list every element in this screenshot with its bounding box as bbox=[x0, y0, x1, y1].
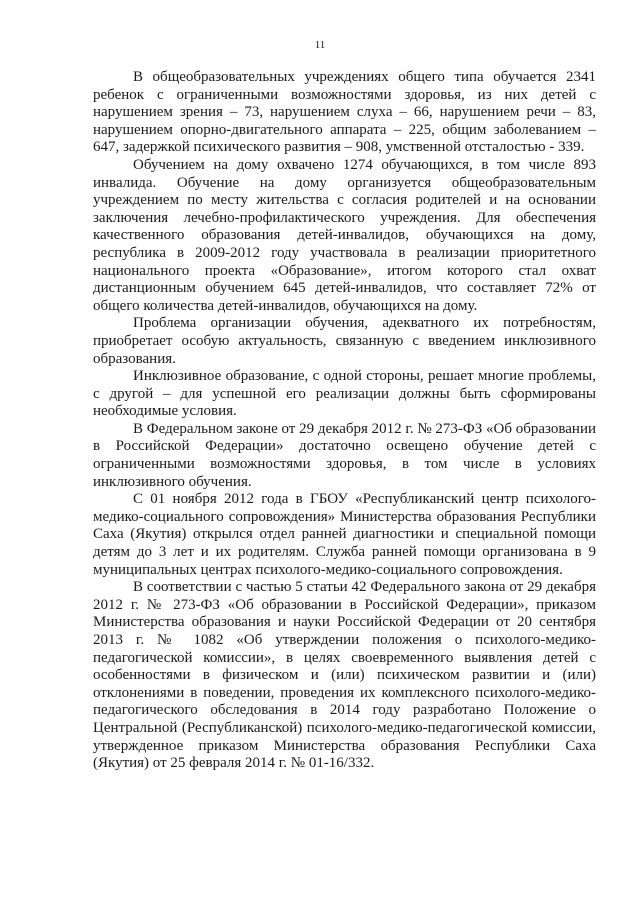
paragraph-inclusive-problem: Проблема организации обучения, адекватного их потребностям, приобретает особую актуальность, связанную с введением инклюзивного образования. bbox=[93, 315, 596, 367]
paragraph-home-schooling: Обучением на дому охвачено 1274 обучающихся, в том числе 893 инвалида. Обучение на дому организуется общеобразовательным учреждением по месту жительства с согласия родителей и на основании заключения лечебно-профилактического учреждения. Для обеспечения качественного образования детей-инвалидов, обучающихся на дому, республика в 2009-2012 году участвовала в реализации приоритетного национального проекта «Образование», итогом которого стал охват дистанционным обучением 645 детей-инвалидов, что составляет 72% от общего количества детей-инвалидов, обучающихся на дому. bbox=[93, 156, 596, 314]
paragraph-inclusive-education: Инклюзивное образование, с одной стороны, решает многие проблемы, с другой – для успешной его реализации должны быть сформированы необходимые условия. bbox=[93, 368, 596, 420]
page-number: 11 bbox=[314, 39, 326, 51]
paragraph-pmpk-regulation: В соответствии с частью 5 статьи 42 Федерального закона от 29 декабря 2012 г. № 273-ФЗ «Об образовании в Российской Федерации», приказом Министерства образования и науки Российской Федерации от 20 сентября 2013 г. № 1082 «Об утверждении положения о психолого-медико-педагогической комиссии», в целях своевременного выявления детей с особенностями в физическом и (или) психическом развитии и (или) отклонениями в поведении, проведения их комплексного психолого-медико-педагогического обследования в 2014 году разработано Положение о Центральной (Республиканской) психолого-медико-педагогической комиссии, утвержденное приказом Министерства образования Республики Саха (Якутия) от 25 февраля 2014 г. № 01-16/332. bbox=[93, 579, 596, 772]
paragraph-early-help-service: С 01 ноября 2012 года в ГБОУ «Республиканский центр психолого-медико-социального сопровождения» Министерства образования Республики Саха (Якутия) открылся отдел ранней диагностики и специальной помощи детям до 3 лет и их родителям. Служба ранней помощи организована в 9 муниципальных центрах психолого-медико-социального сопровождения. bbox=[93, 491, 596, 578]
paragraph-federal-law: В Федеральном законе от 29 декабря 2012 г. № 273-ФЗ «Об образовании в Российской Федерации» достаточно освещено обучение детей с ограниченными возможностями здоровья, в том числе в условиях инклюзивного обучения. bbox=[93, 420, 596, 490]
paragraph-students-disabilities: В общеобразовательных учреждениях общего типа обучается 2341 ребенок с ограниченными возможностями здоровья, из них детей с нарушением зрения – 73, нарушением слуха – 66, нарушением речи – 83, нарушением опорно-двигательного аппарата – 225, общим заболеванием – 647, задержкой психического развития – 908, умственной отсталостью - 339. bbox=[93, 69, 596, 156]
body-text bbox=[93, 69, 596, 773]
